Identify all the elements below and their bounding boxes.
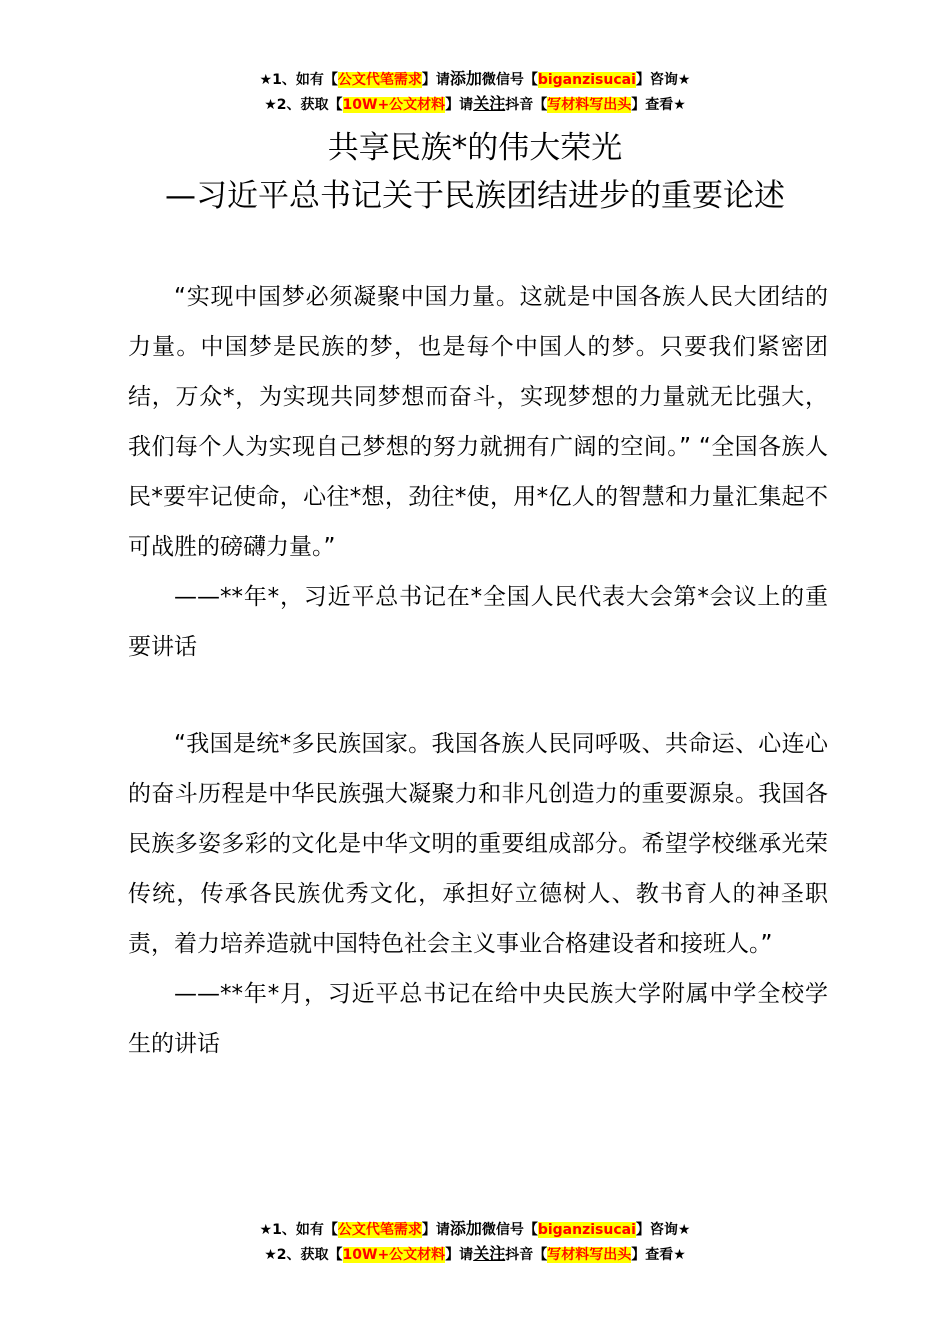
highlight-douyin: 写材料写出头	[547, 97, 632, 113]
quote-section-2	[128, 719, 828, 1069]
highlight-materials: 10W+公文材料	[342, 97, 446, 113]
highlight-service-footer: 公文代笔需求	[337, 1222, 422, 1238]
highlight-wechat-id: biganzisucai	[537, 72, 636, 88]
banner-line-2-footer: ★2、获取【10W+公文材料】请关注抖音【写材料写出头】查看★	[264, 1244, 686, 1263]
highlight-wechat-id-footer: biganzisucai	[537, 1222, 636, 1238]
highlight-materials-footer: 10W+公文材料	[342, 1247, 446, 1263]
banner-line-1: ★1、如有【公文代笔需求】请添加微信号【biganzisucai】咨询★	[259, 69, 691, 88]
header-banner	[0, 67, 950, 117]
banner-line-1-footer: ★1、如有【公文代笔需求】请添加微信号【biganzisucai】咨询★	[259, 1219, 691, 1238]
document-subtitle: —习近平总书记关于民族团结进步的重要论述	[165, 178, 785, 214]
document-title: 共享民族*的伟大荣光	[327, 130, 623, 166]
highlight-douyin-footer: 写材料写出头	[547, 1247, 632, 1263]
quote-source-1: ——**年*，习近平总书记在*全国人民代表大会第*会议上的重要讲话	[128, 584, 829, 660]
quote-section-1	[128, 272, 828, 672]
quote-paragraph-2: “我国是统*多民族国家。我国各族人民同呼吸、共命运、心连心的奋斗历程是中华民族强大凝聚力和非凡创造力的重要源泉。我国各民族多姿多彩的文化是中华文明的重要组成部分。希望学校继承光荣传统，传承各民族优秀文化，承担好立德树人、教书育人的神圣职责，着力培养造就中国特色社会主义事业合格建设者和接班人。”	[128, 731, 828, 957]
banner-line-2: ★2、获取【10W+公文材料】请关注抖音【写材料写出头】查看★	[264, 94, 686, 113]
highlight-service: 公文代笔需求	[337, 72, 422, 88]
footer-banner	[0, 1217, 950, 1267]
quote-paragraph-1: “实现中国梦必须凝聚中国力量。这就是中国各族人民大团结的力量。中国梦是民族的梦，也是每个中国人的梦。只要我们紧密团结，万众*，为实现共同梦想而奋斗，实现梦想的力量就无比强大，我们每个人为实现自己梦想的努力就拥有广阔的空间。” “全国各族人民*要牢记使命，心往*想，劲往*使，用*亿人的智慧和力量汇集起不可战胜的磅礴力量。”	[128, 284, 828, 560]
quote-source-2: ——**年*月，习近平总书记在给中央民族大学附属中学全校学生的讲话	[128, 981, 828, 1057]
